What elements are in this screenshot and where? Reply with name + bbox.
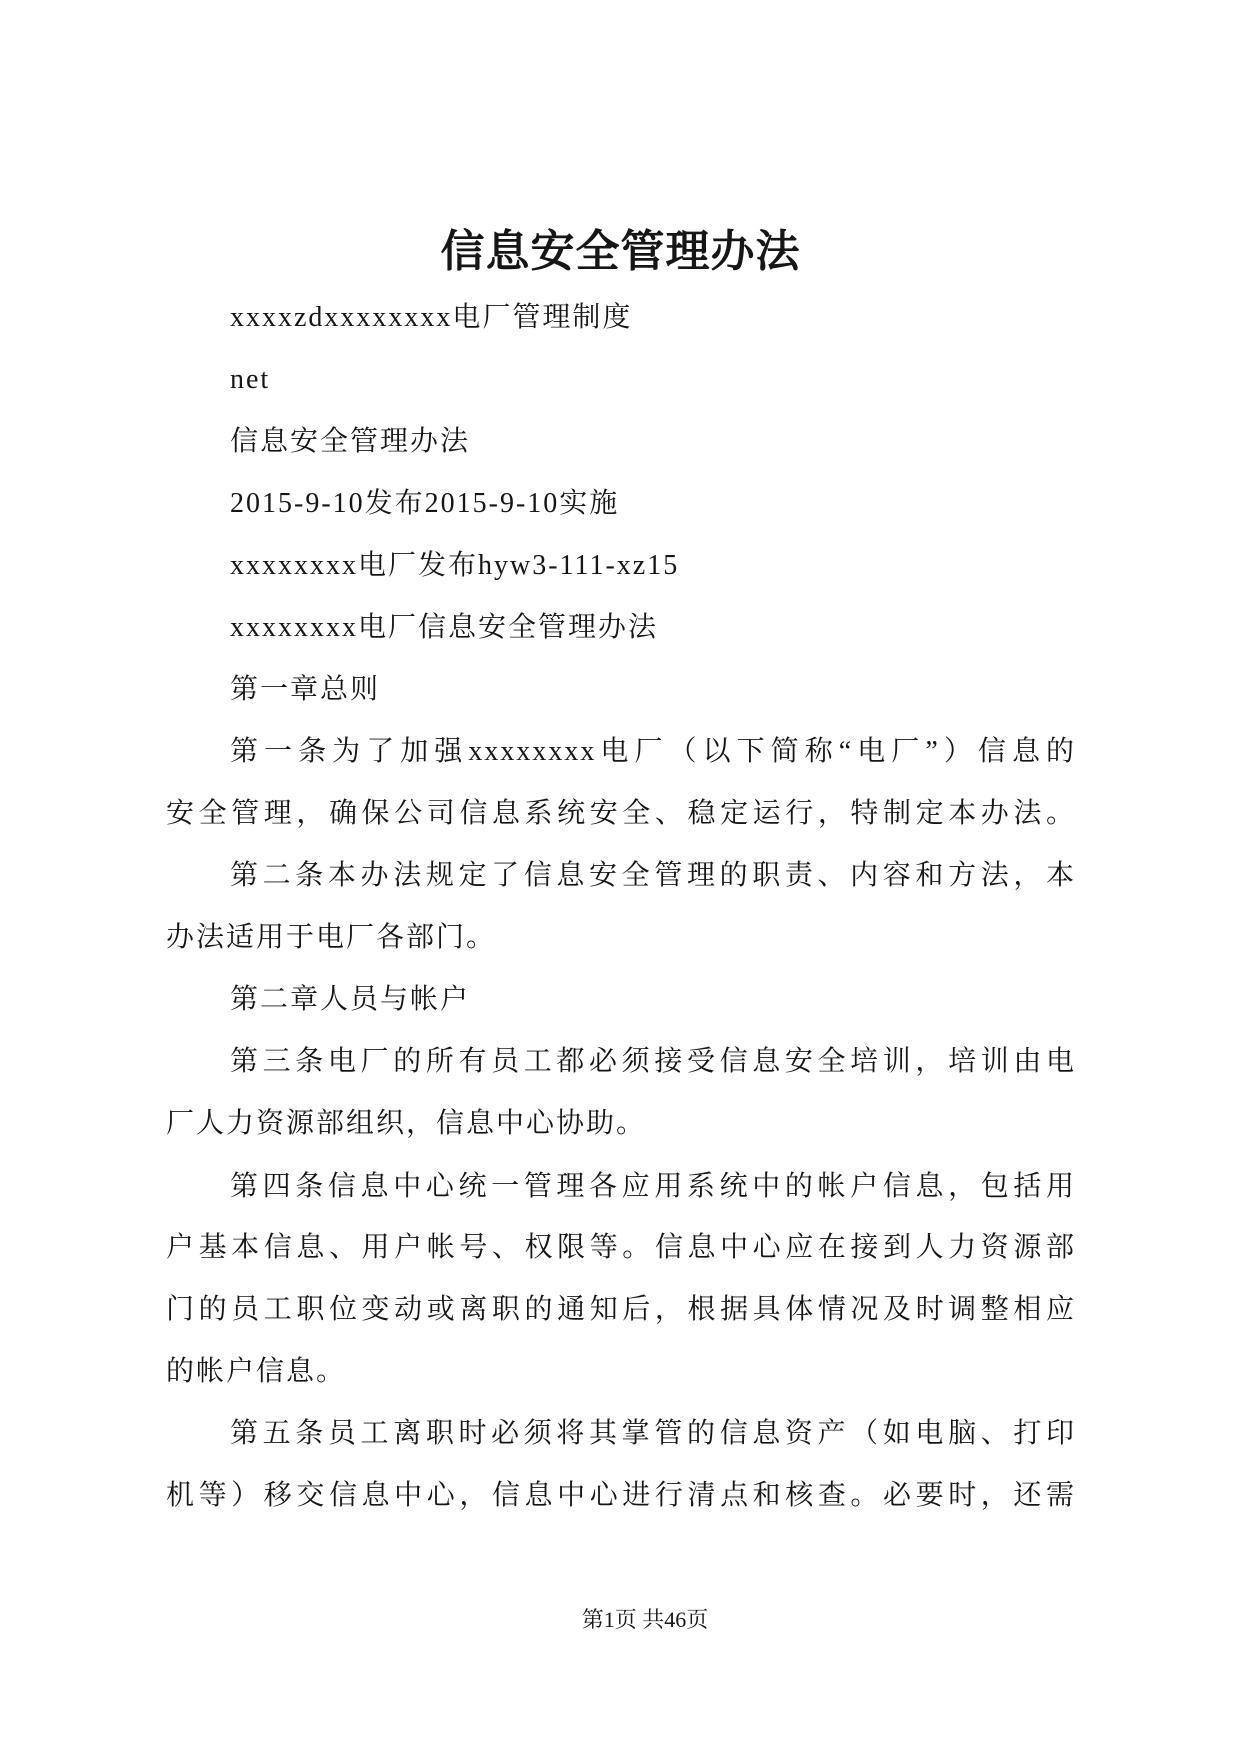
article-line: 第二条本办法规定了信息安全管理的职责、内容和方法，本	[230, 860, 1076, 891]
article-line: 第一条为了加强xxxxxxxx电厂（以下简称“电厂”）信息的	[230, 736, 1076, 767]
header-line: xxxxxxxx电厂信息安全管理办法	[230, 612, 659, 643]
article-line: 安全管理，确保公司信息系统安全、稳定运行，特制定本办法。	[166, 798, 1076, 829]
header-line: 2015-9-10发布2015-9-10实施	[230, 488, 620, 519]
document-title: 信息安全管理办法	[440, 227, 801, 276]
chapter-heading: 第一章总则	[230, 674, 381, 705]
article-line: 第三条电厂的所有员工都必须接受信息安全培训，培训由电	[230, 1046, 1076, 1077]
article-line: 机等）移交信息中心，信息中心进行清点和核查。必要时，还需	[166, 1480, 1076, 1511]
article-line: 厂人力资源部组织，信息中心协助。	[166, 1108, 647, 1139]
article-line: 办法适用于电厂各部门。	[166, 922, 497, 953]
article-line: 第五条员工离职时必须将其掌管的信息资产（如电脑、打印	[230, 1418, 1076, 1449]
header-line: net	[230, 364, 271, 395]
article-line: 门的员工职位变动或离职的通知后，根据具体情况及时调整相应	[166, 1294, 1076, 1325]
chapter-heading: 第二章人员与帐户	[230, 984, 471, 1015]
article-line: 第四条信息中心统一管理各应用系统中的帐户信息，包括用	[230, 1171, 1076, 1202]
article-line: 的帐户信息。	[166, 1356, 347, 1387]
article-line: 户基本信息、用户帐号、权限等。信息中心应在接到人力资源部	[166, 1232, 1076, 1263]
header-line: 信息安全管理办法	[230, 426, 471, 457]
header-line: xxxxxxxx电厂发布hyw3-111-xz15	[230, 550, 680, 581]
page-footer: 第1页 共46页	[581, 1607, 709, 1632]
header-line: xxxxzdxxxxxxxx电厂管理制度	[230, 302, 633, 333]
